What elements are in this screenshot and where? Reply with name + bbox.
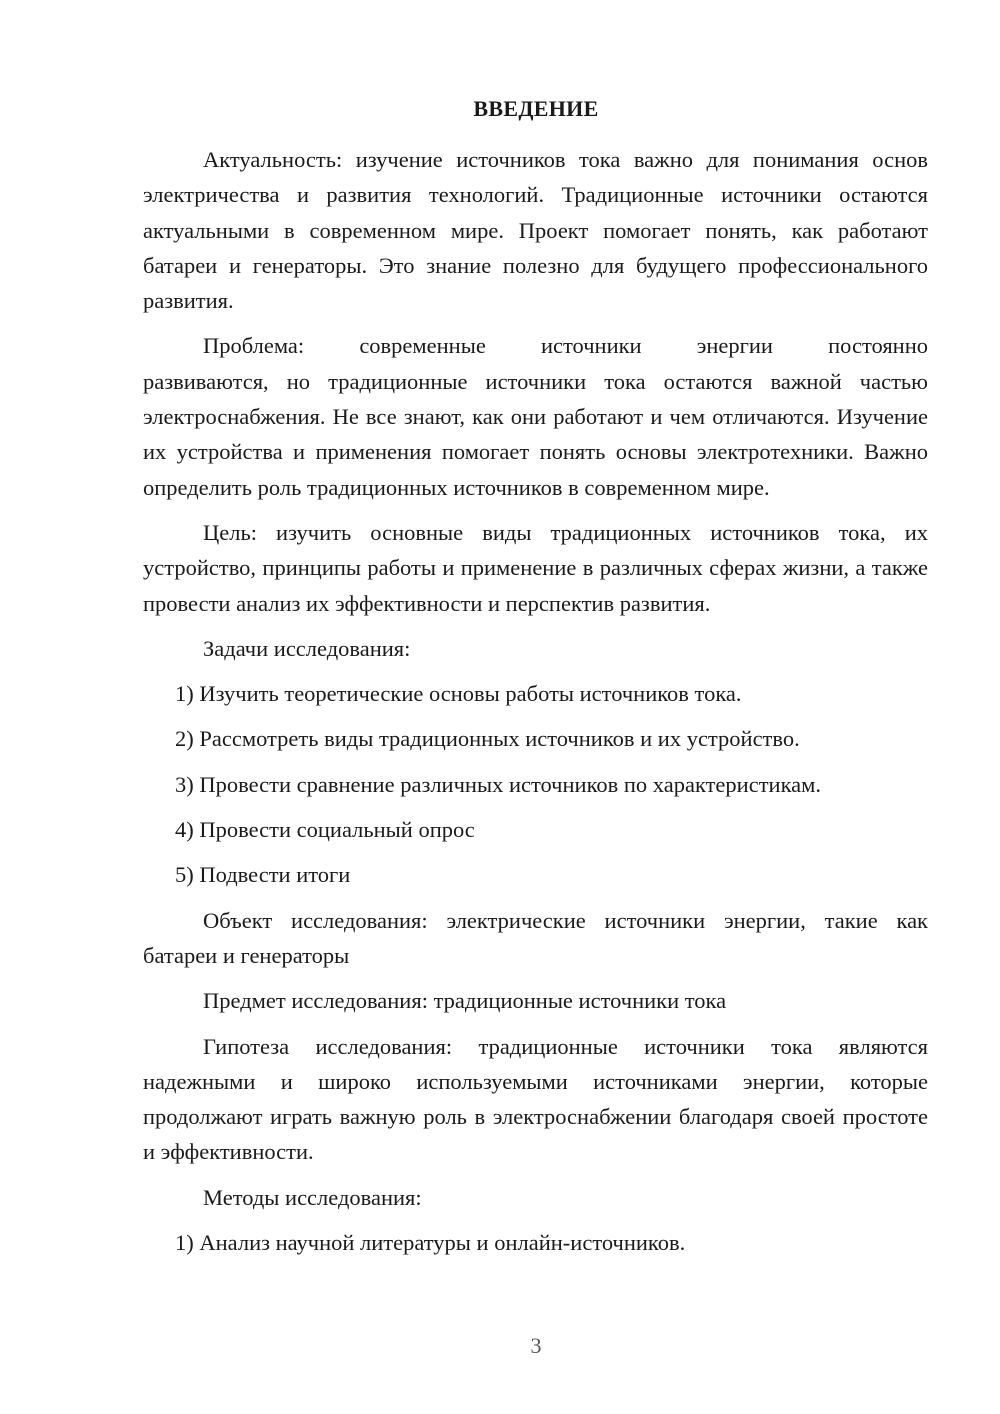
subject-paragraph: Предмет исследования: традиционные источники тока — [203, 988, 727, 1014]
task-item: 4) Провести социальный опрос — [175, 817, 475, 843]
task-item: 1) Изучить теоретические основы работы источников тока. — [175, 681, 742, 707]
goal-paragraph: Цель: изучить основные виды традиционных источников тока, их устройство, принципы работы и применение в различных сферах жизни, а также провести анализ их эффективности и перспектив развития. — [143, 519, 928, 616]
task-item: 5) Подвести итоги — [175, 862, 351, 888]
method-item: 1) Анализ научной литературы и онлайн-источников. — [175, 1230, 686, 1256]
problem-first-line: Проблема: современные источники энергии постоянно — [203, 333, 928, 359]
page-number: 3 — [530, 1333, 542, 1358]
relevance-paragraph: Актуальность: изучение источников тока важно для понимания основ электричества и развития технологий. Традиционные источники остаются актуальными в современном мире. Проект помогает понять, как работают батареи и генераторы. Это знание полезно для будущего профессионального развития. — [143, 147, 928, 314]
problem-paragraph — [143, 328, 928, 504]
task-item: 3) Провести сравнение различных источников по характеристикам. — [175, 771, 822, 797]
problem-rest: развиваются, но традиционные источники тока остаются важной частью электроснабжения. Не все знают, как они работают и чем отличаются. Изучение их устройства и применения помогает понять основы электротехники. Важно определить роль традиционных источников в современном мире. — [143, 368, 928, 500]
object-paragraph: Объект исследования: электрические источники энергии, такие как батареи и генераторы — [143, 907, 928, 968]
page-title: ВВЕДЕНИЕ — [473, 96, 599, 121]
tasks-heading: Задачи исследования: — [203, 635, 411, 661]
task-item: 2) Рассмотреть виды традиционных источников и их устройство. — [175, 726, 800, 752]
document-body — [143, 142, 928, 1270]
methods-heading: Методы исследования: — [203, 1184, 422, 1210]
hypothesis-paragraph: Гипотеза исследования: традиционные источники тока являются надежными и широко используемыми источниками энергии, которые продолжают играть важную роль в электроснабжении благодаря своей простоте и эффективности. — [143, 1033, 928, 1165]
